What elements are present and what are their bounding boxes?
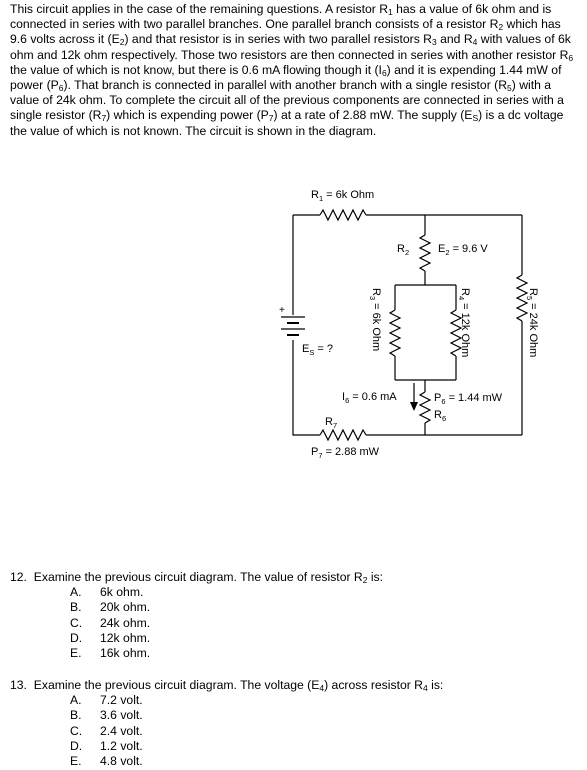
option-a[interactable]: A. 7.2 volt. [70, 693, 143, 708]
r1-resistor [320, 210, 366, 220]
intro-text: ) is a dc voltage the value of which is not known. The circuit is shown in the diagram. [10, 108, 564, 138]
i6-arrow-head [410, 402, 418, 411]
question-13 [10, 678, 443, 769]
option-b[interactable]: B. 20k ohm. [70, 600, 151, 615]
intro-text: the value of which is not know, but there is 0.6 mA flowing though it (I [10, 62, 382, 77]
intro-subscript: 4 [472, 37, 478, 48]
question-12-options [10, 585, 383, 661]
r2-resistor [420, 235, 430, 271]
r7-resistor [320, 430, 366, 440]
intro-subscript: 3 [431, 37, 437, 48]
r5-label: $R_5 = 24k$ Ohm [525, 288, 539, 358]
intro-subscript: 6 [381, 67, 387, 78]
intro-subscript: 6 [568, 52, 574, 63]
r6-label: $R_6$ [434, 409, 447, 423]
intro-subscript: 1 [388, 7, 393, 17]
e2-label: $E_2 = 9.6$ V [438, 243, 488, 257]
option-d[interactable]: D. 1.2 volt. [70, 738, 143, 753]
option-c[interactable]: C. 24k ohm. [70, 615, 151, 630]
intro-subscript: 2 [498, 22, 504, 33]
intro-subscript: 5 [507, 83, 512, 94]
intro-text: ) at a rate of 2.88 mW. The supply (E [273, 108, 473, 123]
intro-text: ) and that resistor is in series with two parallel resistors R [124, 32, 432, 47]
intro-subscript: 7 [101, 113, 107, 124]
intro-subscript: S [472, 113, 479, 124]
question-13-options [10, 693, 443, 769]
question-13-stem: 13. Examine the previous circuit diagram. The voltage $(E_4)$ across resistor $R_4$ is: [10, 678, 444, 693]
intro-subscript: 2 [119, 37, 125, 48]
option-e[interactable]: E. 4.8 volt. [70, 753, 143, 768]
r7-label: $R_7$ [325, 416, 338, 430]
i6-label: $I_6 = 0.6$ mA [342, 391, 397, 405]
intro-text: ). That branch is connected in parallel with another branch with a single resistor (R [63, 78, 508, 93]
question-12-stem: 12. Examine the previous circuit diagram. The value of resistor $R_2$ is: [10, 570, 384, 585]
intro-paragraph [10, 2, 578, 139]
r6-resistor [420, 392, 430, 423]
option-a[interactable]: A. 6k ohm. [70, 585, 144, 600]
intro-text: This circuit applies in the case of the remaining questions. A resistor R [10, 2, 388, 16]
es-label: $E_S$ = ? [302, 343, 334, 357]
option-b[interactable]: B. 3.6 volt. [70, 708, 143, 723]
intro-text: which has 9.6 volts across it (E [10, 17, 561, 47]
option-e[interactable]: E. 16k ohm. [70, 645, 151, 660]
r2-label: $R_2$ [397, 243, 410, 257]
intro-text: ) which is expending power (P [106, 108, 269, 123]
intro-text: ) and it is expending 1.44 mW of power (P [10, 62, 562, 93]
intro-text: with values of 6k ohm and 12k ohm respectively. Those two resistors are then connected in series with another resistor R [10, 32, 571, 62]
r3-label: $R_3 = 6k$ Ohm [368, 288, 382, 352]
battery-plus-label: + [279, 305, 285, 316]
intro-text: has a value of 6k ohm and is connected in series with two parallel branches. One parallel branch consists of a resistor R [10, 2, 552, 32]
option-d[interactable]: D. 12k ohm. [70, 630, 151, 645]
circuit-diagram [0, 180, 587, 470]
r1-label: $R_1 = 6k$ Ohm [311, 189, 375, 203]
option-c[interactable]: C. 2.4 volt. [70, 723, 143, 738]
r4-label: $R_4 = 12k$ Ohm [457, 288, 471, 358]
intro-text: and R [436, 32, 473, 47]
intro-text: ) with a value of 24k ohm. To complete the circuit all of the previous components are connected in series with a single resistor (R [10, 78, 564, 123]
p6-label: $P_6 = 1.44$ mW [434, 392, 503, 406]
r3-resistor [390, 310, 400, 356]
p7-label: $P_7 = 2.88$ mW [311, 446, 380, 460]
intro-subscript: 6 [58, 83, 64, 94]
question-12 [10, 570, 383, 661]
intro-subscript: 7 [268, 113, 274, 124]
